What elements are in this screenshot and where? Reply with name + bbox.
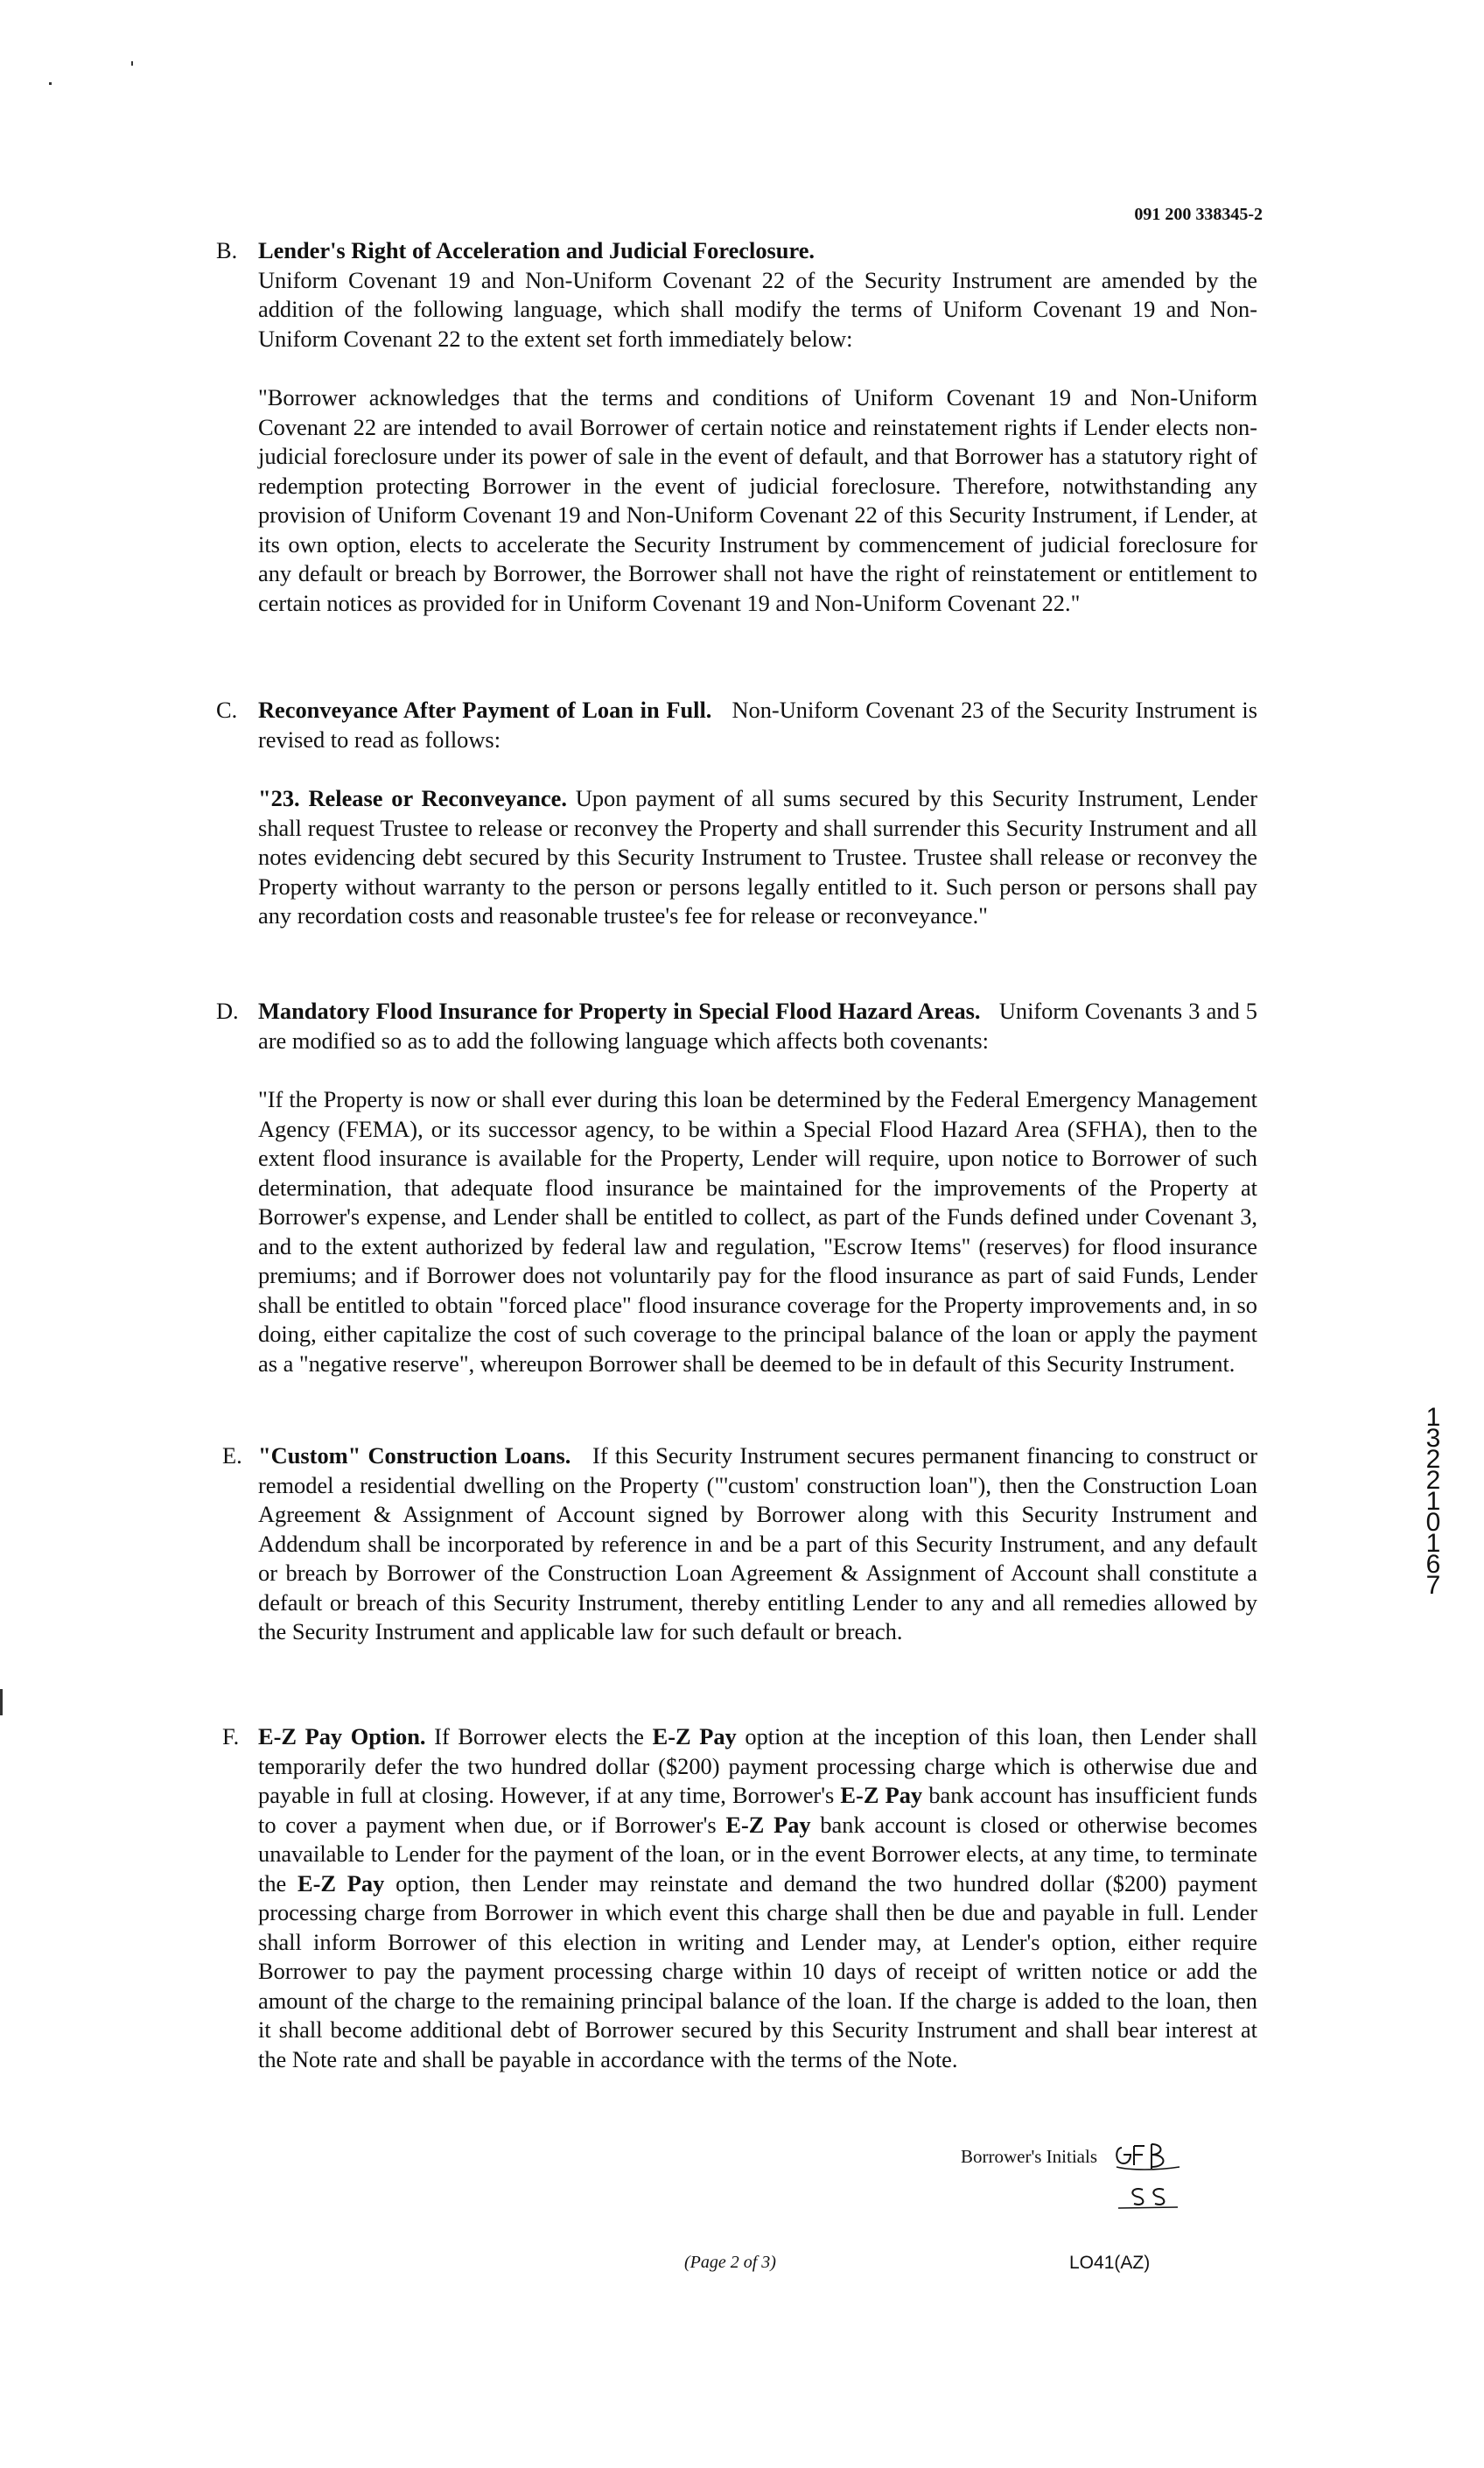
section-title: Lender's Right of Acceleration and Judicial Foreclosure.	[258, 237, 816, 263]
section-text: If Borrower elects the	[434, 1723, 645, 1749]
section-title: E-Z Pay Option.	[258, 1723, 426, 1749]
section-letter: B.	[216, 237, 238, 263]
section-d-intro	[258, 997, 1257, 1055]
initials-signature-2	[1116, 2184, 1180, 2211]
section-text: Non-Uniform Covenant 23 of the Security Instrument is revised to read as follows:	[258, 697, 1258, 753]
section-letter: F.	[222, 1723, 240, 1749]
section-letter: E.	[222, 1442, 242, 1469]
document-number: 091 200 338345-2	[1134, 205, 1263, 224]
ez-pay-term: E-Z Pay	[298, 1869, 385, 1897]
section-text: Uniform Covenant 19 and Non-Uniform Covenant 22 of the Security Instrument are amended by the addition of the following language, which shall modify the terms of Uniform Covenant 19 and Non-Uniform Covenant 22 to the extent set forth immediately below:	[258, 266, 1257, 352]
section-e-body	[258, 1441, 1257, 1647]
section-title: Mandatory Flood Insurance for Property in Special Flood Hazard Areas.	[258, 998, 981, 1024]
section-d	[216, 997, 1257, 1378]
initials-signature-1	[1113, 2141, 1183, 2172]
ez-pay-term: E-Z Pay	[725, 1811, 811, 1838]
section-c-intro	[258, 696, 1257, 754]
section-text: bank account is closed or otherwise becomes unavailable to Lender for the payment of the loan, or in the event Borrower elects, at any time, to terminate the	[258, 1811, 1257, 1897]
section-f	[216, 1722, 1257, 2074]
section-letter: C.	[216, 697, 238, 723]
section-text: option, then Lender may reinstate and demand the two hundred dollar ($200) payment processing charge from Borrower in which event this charge shall then be due and payable in full. Lender shall inform Borrower of this election in writing and Lender may, at Lender's option, either require Borrower to pay the payment processing charge within 10 days of receipt of written notice or add the amount of the charge to the remaining principal balance of the loan. If the charge is added to the loan, then it shall become additional debt of Borrower secured by this Security Instrument and shall bear interest at the Note rate and shall be payable in accordance with the terms of the Note.	[258, 1869, 1257, 2072]
section-b-intro	[258, 236, 1257, 354]
section-b-quote: "Borrower acknowledges that the terms and conditions of Uniform Covenant 19 and Non-Uniform Covenant 22 are intended to avail Borrower of certain notice and reinstatement rights if Lender elects non-judicial foreclosure under its power of sale in the event of default, and that Borrower has a statutory right of redemption protecting Borrower in the event of judicial foreclosure. Therefore, notwithstanding any provision of Uniform Covenant 19 and Non-Uniform Covenant 22 of this Security Instrument, if Lender, at its own option, elects to accelerate the Security Instrument by commencement of judicial foreclosure for any default or breach by Borrower, the Borrower shall not have the right of reinstatement or entitlement to certain notices as provided for in Uniform Covenant 19 and Non-Uniform Covenant 22."	[258, 384, 1257, 616]
section-e	[216, 1441, 1257, 1647]
section-text: Uniform Covenants 3 and 5 are modified so as to add the following language which affects both covenants:	[258, 998, 1257, 1054]
section-c-quote	[258, 784, 1257, 931]
ez-pay-term: E-Z Pay	[652, 1723, 737, 1749]
section-text: If this Security Instrument secures permanent financing to construct or remodel a residential dwelling on the Property ("'custom' construction loan"), then the Construction Loan Agreement & Assignment of Account signed by Borrower along with this Security Instrument and Addendum shall be incorporated by reference in and be a part of this Security Instrument, and any default or breach by Borrower of the Construction Loan Agreement & Assignment of Account shall constitute a default or breach of this Security Instrument, thereby entitling Lender to any and all remedies allowed by the Security Instrument and applicable law for such default or breach.	[258, 1442, 1257, 1644]
section-c	[216, 696, 1257, 931]
section-title: "Custom" Construction Loans.	[258, 1442, 571, 1469]
section-text: option at the inception of this loan, then Lender shall temporarily defer the two hundred dollar ($200) payment processing charge which is otherwise due and payable in full at closing. However, if at any time, Borrower's	[258, 1723, 1257, 1808]
scan-mark	[131, 61, 133, 66]
section-b	[216, 236, 1257, 618]
section-text: bank account has insufficient funds to cover a payment when due, or if Borrower's	[258, 1782, 1257, 1838]
form-code: LO41(AZ)	[1069, 2253, 1151, 2273]
quote-text: Upon payment of all sums secured by this Security Instrument, Lender shall request Trustee to release or reconvey the Property and shall surrender this Security Instrument and all notes evidencing debt secured by this Security Instrument to Trustee. Trustee shall release or reconvey the Property without warranty to the person or persons legally entitled to it. Such person or persons shall pay any recordation costs and reasonable trustee's fee for release or reconveyance."	[258, 785, 1257, 929]
section-letter: D.	[216, 998, 239, 1024]
page-number: (Page 2 of 3)	[684, 2253, 776, 2272]
ez-pay-term: E-Z Pay	[840, 1782, 923, 1808]
section-title: Reconveyance After Payment of Loan in Full.	[258, 697, 712, 723]
scan-mark	[49, 82, 52, 85]
borrower-initials-label: Borrower's Initials	[961, 2146, 1098, 2167]
side-recording-stamp: 13221 0167	[1425, 1403, 1441, 1600]
scan-edge-mark	[0, 1689, 3, 1715]
section-d-quote: "If the Property is now or shall ever during this loan be determined by the Federal Emergency Management Agency (FEMA), or its successor agency, to be within a Special Flood Hazard Area (SFHA), then to the extent flood insurance is available for the Property, Lender will require, upon notice to Borrower of such determination, that adequate flood insurance be maintained for the improvements of the Property at Borrower's expense, and Lender shall be entitled to collect, as part of the Funds defined under Covenant 3, and to the extent authorized by federal law and regulation, "Escrow Items" (reserves) for flood insurance premiums; and if Borrower does not voluntarily pay for the flood insurance as part of said Funds, Lender shall be entitled to obtain "forced place" flood insurance coverage for the Property improvements and, in so doing, either capitalize the cost of such coverage to the principal balance of the loan or apply the payment as a "negative reserve", whereupon Borrower shall be deemed to be in default of this Security Instrument.	[258, 1086, 1257, 1377]
quote-title: "23. Release or Reconveyance.	[258, 785, 567, 811]
section-f-body	[258, 1722, 1257, 2074]
